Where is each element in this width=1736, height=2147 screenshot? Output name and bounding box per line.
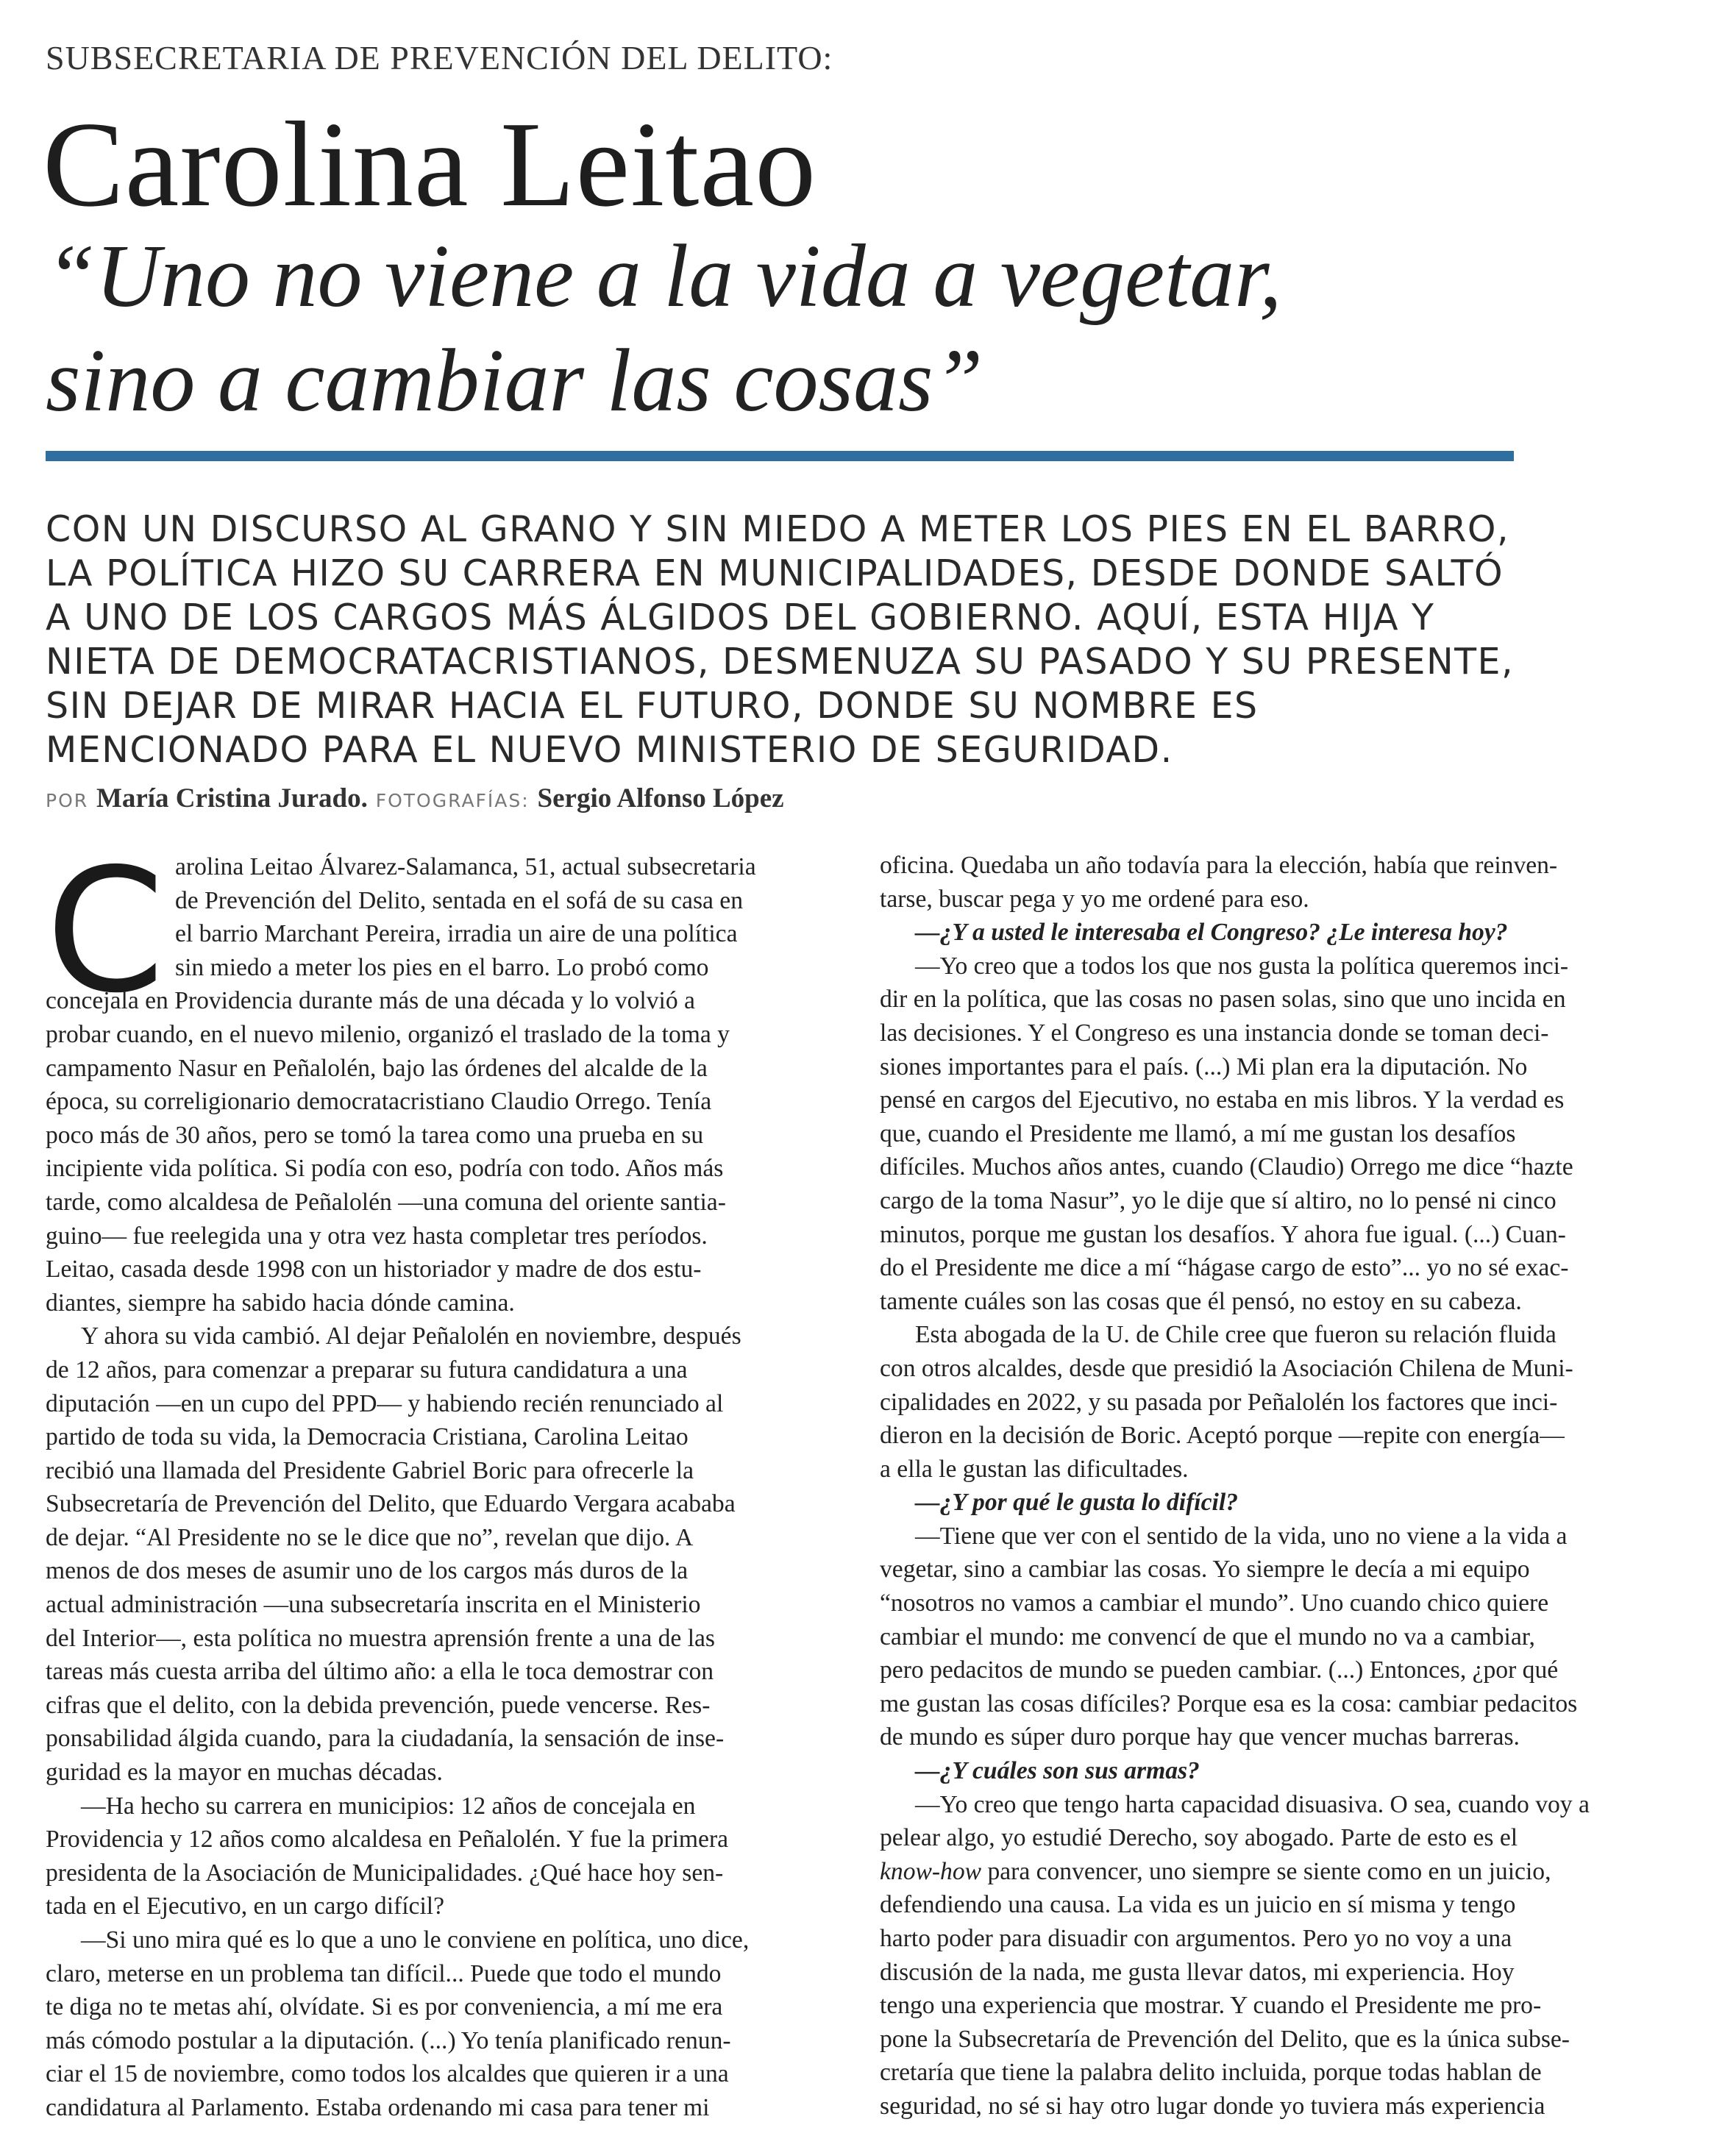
body-text-line: Leitao, casada desde 1998 con un historiador y madre de dos estu-: [46, 1256, 702, 1283]
body-text-line: de mundo es súper duro porque hay que vencer muchas barreras.: [880, 1723, 1520, 1751]
headline-quote: [46, 224, 1590, 433]
body-text-line: claro, meterse en un problema tan difícil... Puede que todo el mundo: [46, 1959, 722, 1987]
body-text-line: tarse, buscar pega y yo me ordené para eso.: [880, 885, 1309, 913]
body-text-line: vegetar, sino a cambiar las cosas. Yo siempre le decía a mi equipo: [880, 1556, 1530, 1584]
body-text-line: de dejar. “Al Presidente no se le dice que no”, revelan que dijo. A: [46, 1523, 694, 1551]
byline-photographer: Sergio Alfonso López: [537, 783, 784, 813]
body-text-line: a ella le gustan las dificultades.: [880, 1455, 1189, 1483]
body-text-line: cambiar el mundo: me convencí de que el mundo no va a cambiar,: [880, 1623, 1535, 1651]
body-text-line: —Yo creo que tengo harta capacidad disuasiva. O sea, cuando voy a: [915, 1790, 1590, 1818]
body-text-line: dir en la política, que las cosas no pasen solas, sino que uno incida en: [880, 986, 1566, 1014]
byline: [46, 783, 784, 814]
deck-line: NIETA DE DEMOCRATACRISTIANOS, DESMENUZA SU PASADO Y SU PRESENTE,: [46, 641, 1515, 683]
body-text-line: las decisiones. Y el Congreso es una instancia donde se toman deci-: [880, 1019, 1549, 1047]
body-text-line: más cómodo postular a la diputación. (...) Yo tenía planificado renun-: [46, 2026, 731, 2054]
body-text-line: presidenta de la Asociación de Municipalidades. ¿Qué hace hoy sen-: [46, 1859, 724, 1887]
body-text-line: arolina Leitao Álvarez-Salamanca, 51, actual subsecretaria: [175, 853, 756, 880]
quote-line: “Uno no viene a la vida a vegetar,: [46, 227, 1282, 326]
quote-line: sino a cambiar las cosas”: [46, 331, 983, 430]
body-text-line: de Prevención del Delito, sentada en el sofá de su casa en: [175, 886, 744, 914]
byline-author: María Cristina Jurado.: [96, 783, 368, 813]
body-text-line: probar cuando, en el nuevo milenio, organizó el traslado de la toma y: [46, 1020, 730, 1048]
body-text-line: guino— fue reelegida una y otra vez hasta completar tres períodos.: [46, 1222, 708, 1250]
body-text-line: pone la Subsecretaría de Prevención del Delito, que es la única subse-: [880, 2025, 1570, 2053]
body-text-line: “nosotros no vamos a cambiar el mundo”. Uno cuando chico quiere: [880, 1589, 1549, 1617]
body-text-line: del Interior—, esta política no muestra aprensión frente a una de las: [46, 1624, 716, 1652]
body-text-line: de 12 años, para comenzar a preparar su futura candidatura a una: [46, 1356, 688, 1384]
byline-por-label: POR: [46, 790, 89, 811]
body-text-line: siones importantes para el país. (...) Mi plan era la diputación. No: [880, 1053, 1528, 1080]
body-text-line: discusión de la nada, me gusta llevar datos, mi experiencia. Hoy: [880, 1958, 1515, 1986]
body-text-line: oficina. Quedaba un año todavía para la elección, había que reinven-: [880, 852, 1558, 879]
body-text-line: —Si uno mira qué es lo que a uno le conviene en política, uno dice,: [81, 1926, 750, 1954]
body-column-left: [46, 850, 825, 2125]
body-text-line: tarde, como alcaldesa de Peñalolén —una comuna del oriente santia-: [46, 1188, 726, 1216]
interview-question-line: —¿Y por qué le gusta lo difícil?: [915, 1489, 1238, 1517]
body-text-line: do el Presidente me dice a mí “hágase cargo de esto”... yo no sé exac-: [880, 1254, 1569, 1282]
body-text-line: sin miedo a meter los pies en el barro. Lo probó como: [175, 953, 709, 981]
body-text-line: diantes, siempre ha sabido hacia dónde camina.: [46, 1289, 515, 1317]
body-text-line: ciar el 15 de noviembre, como todos los alcaldes que quieren ir a una: [46, 2060, 729, 2088]
body-text-line: te diga no te metas ahí, olvídate. Si es por conveniencia, a mí me era: [46, 1993, 723, 2021]
body-text-line: difíciles. Muchos años antes, cuando (Claudio) Orrego me dice “hazte: [880, 1153, 1573, 1181]
body-text-line: poco más de 30 años, pero se tomó la tarea como una prueba en su: [46, 1121, 704, 1149]
drop-cap: C: [46, 832, 165, 1030]
body-text-line: pensé en cargos del Ejecutivo, no estaba en mis libros. Y la verdad es: [880, 1086, 1565, 1114]
interview-question-line: —¿Y cuáles son sus armas?: [915, 1757, 1200, 1785]
body-text-line: candidatura al Parlamento. Estaba ordenando mi casa para tener mi: [46, 2093, 710, 2121]
body-text-line: tareas más cuesta arriba del último año: a ella le toca demostrar con: [46, 1658, 714, 1686]
body-text-line: cretaría que tiene la palabra delito incluida, porque todas hablan de: [880, 2059, 1542, 2087]
body-text-line: Y ahora su vida cambió. Al dejar Peñalolén en noviembre, después: [81, 1322, 741, 1350]
body-text-line: Providencia y 12 años como alcaldesa en Peñalolén. Y fue la primera: [46, 1826, 729, 1854]
body-text-line: menos de dos meses de asumir uno de los cargos más duros de la: [46, 1557, 689, 1585]
body-text-line: Esta abogada de la U. de Chile cree que fueron su relación fluida: [915, 1321, 1557, 1349]
accent-rule: [46, 451, 1514, 461]
body-text-line: tengo una experiencia que mostrar. Y cuando el Presidente me pro-: [880, 1992, 1542, 2020]
body-text-line: cifras que el delito, con la debida prevención, puede vencerse. Res-: [46, 1691, 711, 1719]
body-text-line: que, cuando el Presidente me llamó, a mí me gustan los desafíos: [880, 1119, 1516, 1147]
body-text-line: incipiente vida política. Si podía con eso, podría con todo. Años más: [46, 1155, 724, 1183]
body-text-line: época, su correligionario democratacristiano Claudio Orrego. Tenía: [46, 1088, 712, 1116]
body-text-line: partido de toda su vida, la Democracia Cristiana, Carolina Leitao: [46, 1423, 689, 1451]
body-text-line: cargo de la toma Nasur”, yo le dije que sí altiro, no lo pensé ni cinco: [880, 1186, 1557, 1214]
body-text-line: —Ha hecho su carrera en municipios: 12 años de concejala en: [81, 1792, 696, 1820]
body-text-line: con otros alcaldes, desde que presidió la Asociación Chilena de Muni-: [880, 1354, 1573, 1382]
body-text-line: defendiendo una causa. La vida es un juicio en sí misma y tengo: [880, 1891, 1516, 1919]
interview-question-line: —¿Y a usted le interesaba el Congreso? ¿Le interesa hoy?: [915, 919, 1508, 947]
body-column-right: [880, 849, 1659, 2123]
body-text-line: el barrio Marchant Pereira, irradia un aire de una política: [175, 920, 738, 948]
body-text-line: actual administración —una subsecretaría inscrita en el Ministerio: [46, 1591, 701, 1619]
body-text-line: Subsecretaría de Prevención del Delito, que Eduardo Vergara acababa: [46, 1490, 736, 1518]
body-text-line: pelear algo, yo estudié Derecho, soy abogado. Parte de esto es el: [880, 1824, 1518, 1852]
article-deck: [46, 508, 1590, 772]
body-text-line: —Tiene que ver con el sentido de la vida, uno no viene a la vida a: [915, 1522, 1568, 1550]
body-text-line: diputación —en un cupo del PPD— y habiendo recién renunciado al: [46, 1389, 724, 1417]
body-text-line: me gustan las cosas difíciles? Porque esa es la cosa: cambiar pedacitos: [880, 1690, 1578, 1717]
deck-line: A UNO DE LOS CARGOS MÁS ÁLGIDOS DEL GOBIERNO. AQUÍ, ESTA HIJA Y: [46, 597, 1435, 638]
body-text-line: cipalidades en 2022, y su pasada por Peñalolén los factores que inci-: [880, 1388, 1558, 1416]
body-text-line: minutos, porque me gustan los desafíos. Y ahora fue igual. (...) Cuan-: [880, 1220, 1566, 1248]
body-text-line: seguridad, no sé si hay otro lugar donde yo tuviera más experiencia: [880, 2092, 1545, 2120]
body-text-line: pero pedacitos de mundo se pueden cambiar. (...) Entonces, ¿por qué: [880, 1656, 1559, 1684]
deck-line: CON UN DISCURSO AL GRANO Y SIN MIEDO A METER LOS PIES EN EL BARRO,: [46, 508, 1510, 550]
headline: Carolina Leitao: [43, 96, 817, 232]
body-text-line: recibió una llamada del Presidente Gabriel Boric para ofrecerle la: [46, 1456, 694, 1484]
body-text-line: —Yo creo que a todos los que nos gusta la política queremos inci-: [915, 952, 1569, 980]
deck-line: LA POLÍTICA HIZO SU CARRERA EN MUNICIPALIDADES, DESDE DONDE SALTÓ: [46, 552, 1504, 594]
body-text-line: tamente cuáles son las cosas que él pensó, no estoy en su cabeza.: [880, 1287, 1522, 1315]
section-kicker: SUBSECRETARIA DE PREVENCIÓN DEL DELITO:: [46, 39, 833, 76]
body-text-line: campamento Nasur en Peñalolén, bajo las órdenes del alcalde de la: [46, 1054, 708, 1082]
deck-line: MENCIONADO PARA EL NUEVO MINISTERIO DE SEGURIDAD.: [46, 729, 1173, 771]
body-text-line: concejala en Providencia durante más de una década y lo volvió a: [46, 987, 695, 1015]
body-text-line: harto poder para disuadir con argumentos. Pero yo no voy a una: [880, 1925, 1512, 1952]
deck-line: SIN DEJAR DE MIRAR HACIA EL FUTURO, DONDE SU NOMBRE ES: [46, 685, 1259, 727]
body-text-line: know-how para convencer, uno siempre se siente como en un juicio,: [880, 1857, 1551, 1885]
body-text-line: ponsabilidad álgida cuando, para la ciudadanía, la sensación de inse-: [46, 1725, 725, 1753]
body-text-line: dieron en la decisión de Boric. Aceptó porque —repite con energía—: [880, 1422, 1565, 1450]
body-text-line: guridad es la mayor en muchas décadas.: [46, 1759, 443, 1787]
byline-photo-label: FOTOGRAFÍAS:: [375, 790, 530, 811]
body-text-line: tada en el Ejecutivo, en un cargo difícil?: [46, 1893, 445, 1920]
